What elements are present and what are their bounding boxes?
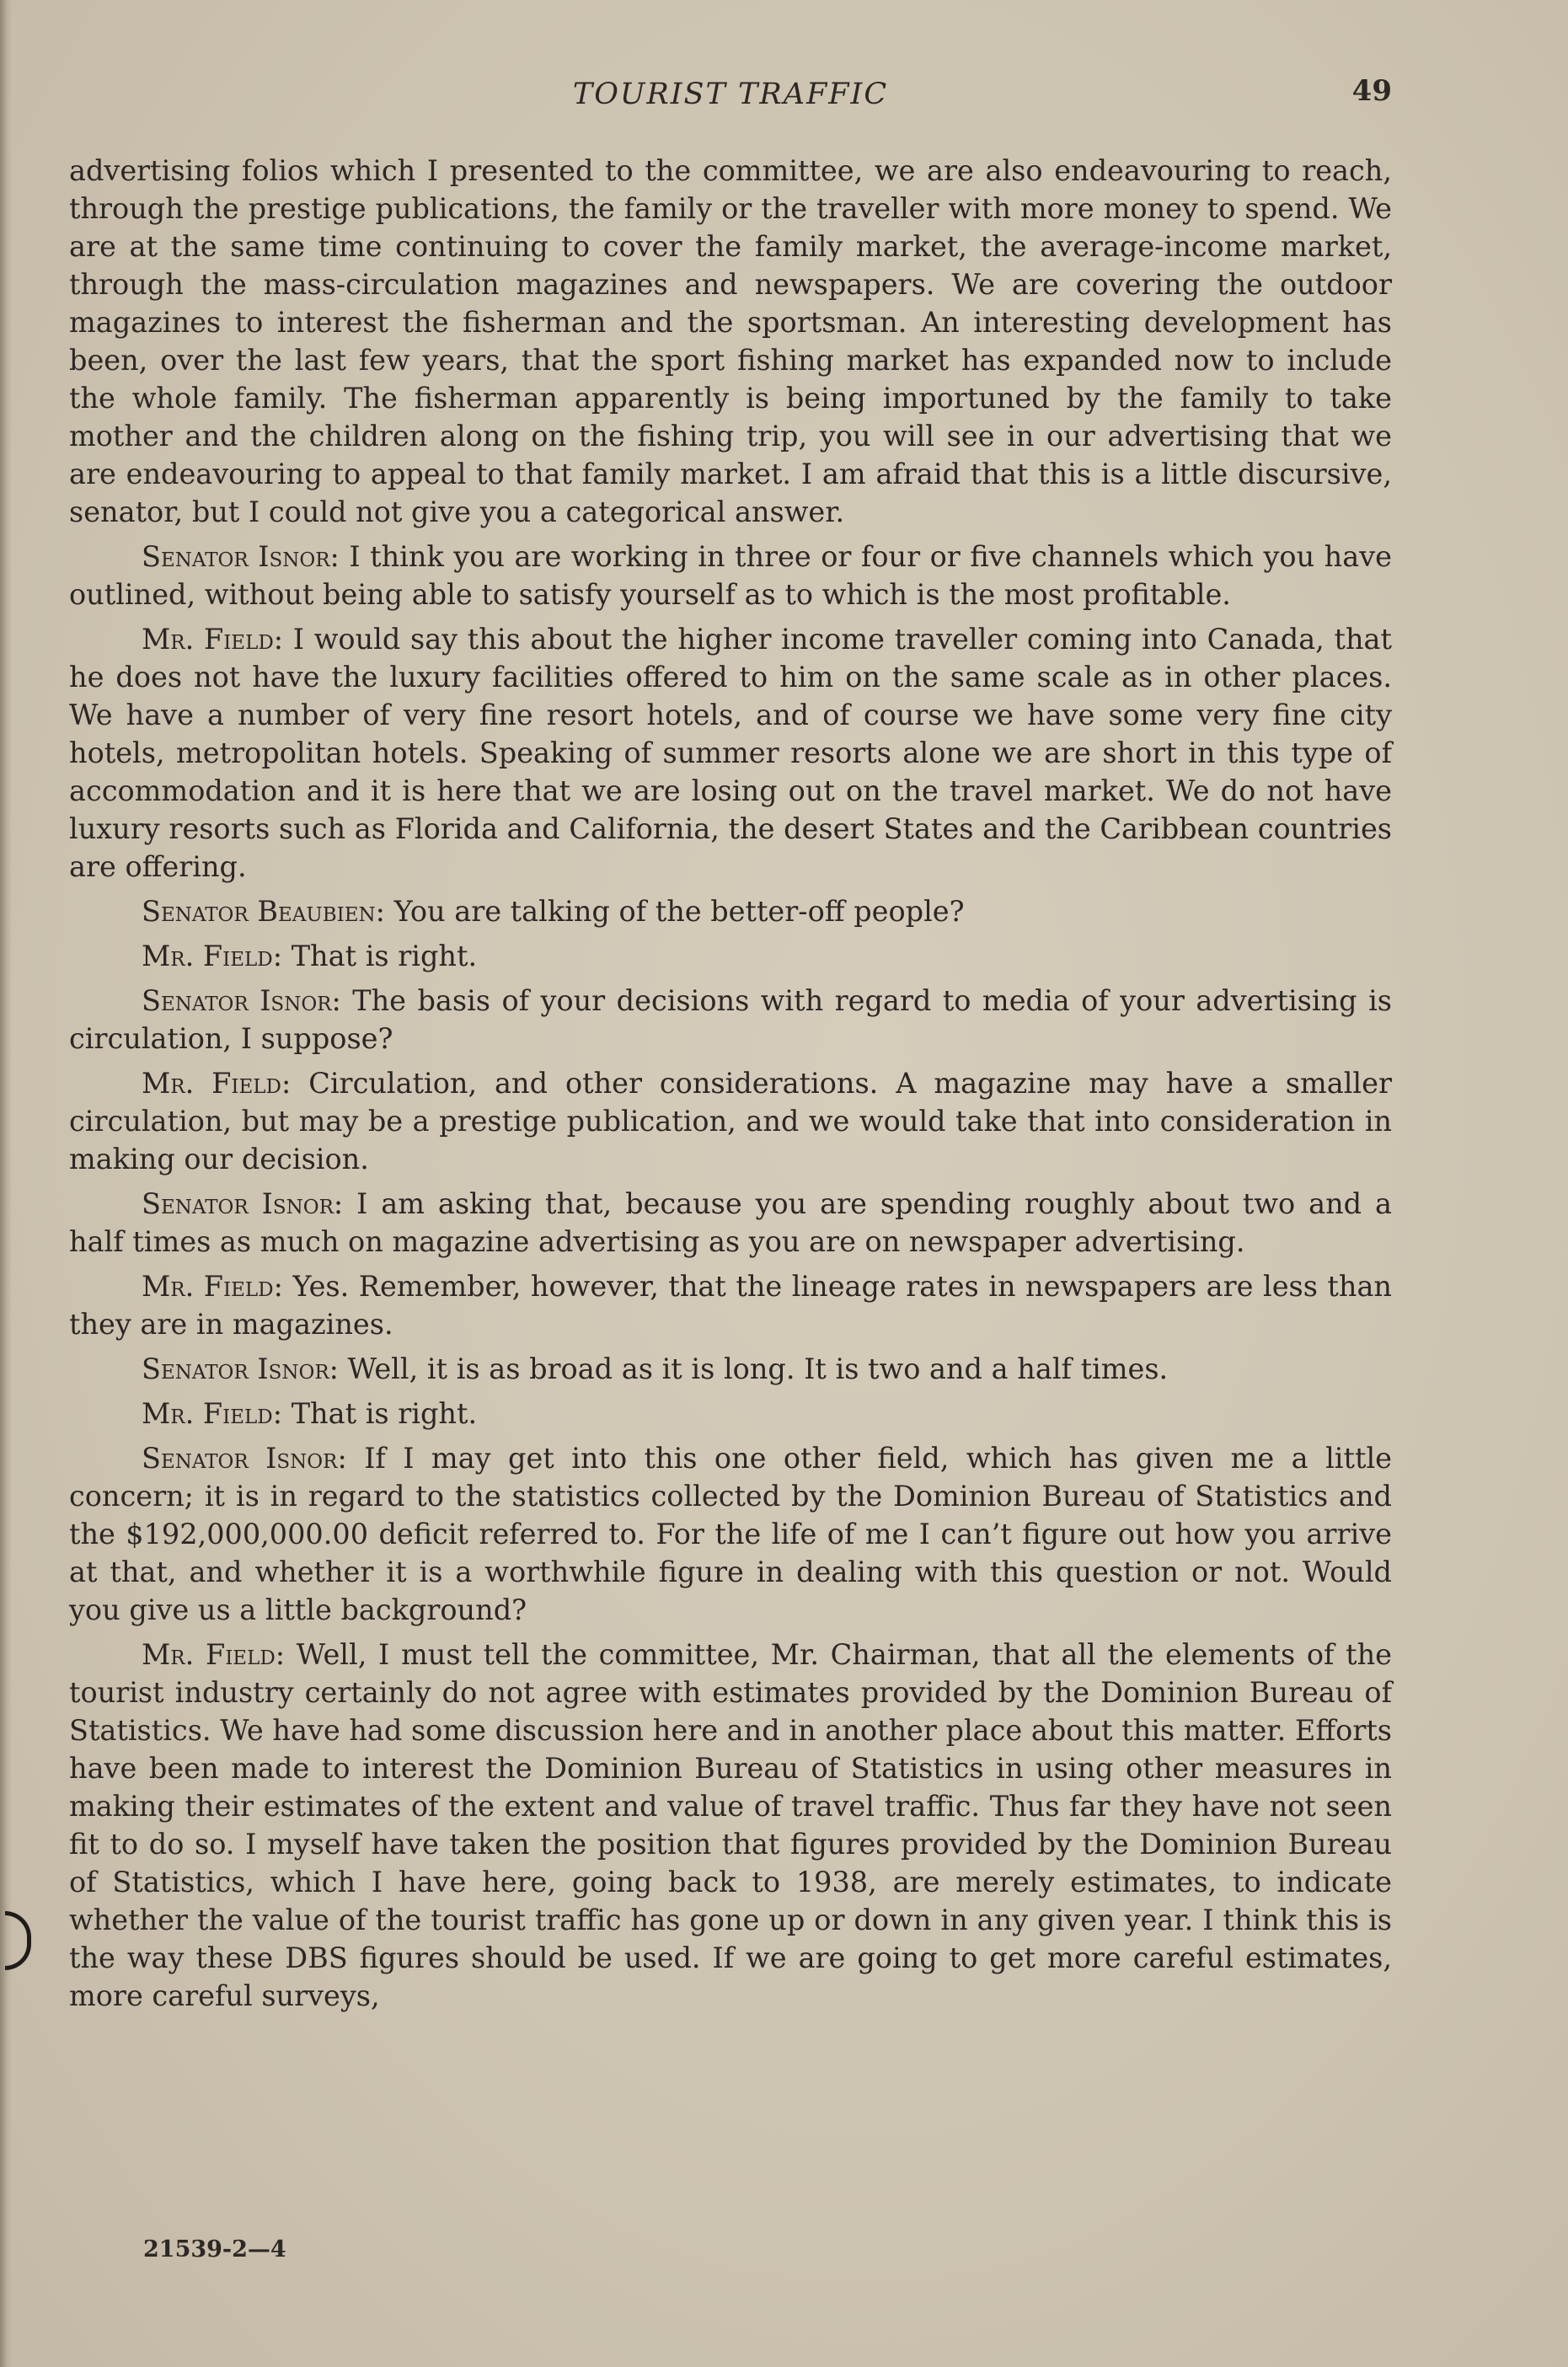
paragraph-text: That is right. [291, 1397, 478, 1430]
paragraph [69, 937, 1392, 975]
paragraph-text: The basis of your decisions with regard to media of your advertising is circulation, I suppose? [69, 984, 1392, 1055]
speaker-name: Mr. Field: [142, 1397, 283, 1430]
paragraph [69, 620, 1392, 886]
body-text [69, 152, 1392, 2022]
speaker-name: Senator Isnor: [142, 1187, 344, 1220]
page-number: 49 [1351, 74, 1392, 108]
paragraph [69, 1395, 1392, 1433]
paragraph [69, 1636, 1392, 2015]
paragraph-text: That is right. [291, 940, 478, 972]
paragraph-text: advertising folios which I presented to the committee, we are also endeavouring to reach, through the prestige publications, the family or the traveller with more money to spend. We are at the same time continuing to cover the family market, the average-income market, through the mass-circulation magazines and newspapers. We are covering the outdoor magazines to interest the fisherman and the sportsman. An interesting development has been, over the last few years, that the sport fishing market has expanded now to include the whole family. The fisherman apparently is being importuned by the family to take mother and the children along on the fishing trip, you will see in our advertising that we are endeavouring to appeal to that family market. I am afraid that this is a little discursive, senator, but I could not give you a categorical answer. [69, 154, 1392, 528]
binder-clip-mark [5, 1911, 31, 1970]
paragraph-text: If I may get into this one other field, which has given me a little concern; it is in regard to the statistics collected by the Dominion Bureau of Statistics and the $192,000,000.00 deficit referred to. For the life of me I can’t figure out how you arrive at that, and whether it is a worthwhile figure in dealing with this question or not. Would you give us a little background? [69, 1442, 1392, 1626]
speaker-name: Mr. Field: [142, 940, 283, 972]
speaker-name: Mr. Field: [142, 1067, 292, 1100]
binding-shadow [0, 0, 12, 2367]
paragraph [69, 1064, 1392, 1178]
speaker-name: Senator Isnor: [142, 540, 340, 573]
paragraph-text: Circulation, and other considerations. A magazine may have a smaller circulation, but may be a prestige publication, and we would take that into consideration in making our decision. [69, 1067, 1392, 1175]
speaker-name: Senator Beaubien: [142, 895, 385, 928]
paragraph [69, 892, 1392, 930]
speaker-name: Mr. Field: [142, 1270, 283, 1303]
paragraph [69, 1185, 1392, 1261]
speaker-name: Senator Isnor: [142, 1352, 339, 1385]
running-title: TOURIST TRAFFIC [572, 78, 889, 111]
paragraph-text: Well, I must tell the committee, Mr. Chairman, that all the elements of the tourist industry certainly do not agree with estimates provided by the Dominion Bureau of Statistics. We have had some discussion here and in another place about this matter. Efforts have been made to interest the Dominion Bureau of Statistics in using other measures in making their estimates of the extent and value of travel traffic. Thus far they have not seen fit to do so. I myself have taken the position that figures provided by the Dominion Bureau of Statistics, which I have here, going back to 1938, are merely estimates, to indicate whether the value of the tourist traffic has gone up or down in any given year. I think this is the way these DBS figures should be used. If we are going to get more careful estimates, more careful surveys, [69, 1638, 1392, 2012]
paragraph [69, 1267, 1392, 1343]
paragraph [69, 982, 1392, 1058]
paragraph-text: Yes. Remember, however, that the lineage rates in newspapers are less than they are in magazines. [69, 1270, 1392, 1341]
paragraph-text: Well, it is as broad as it is long. It is two and a half times. [347, 1352, 1169, 1385]
paragraph [69, 538, 1392, 613]
page-header [69, 74, 1392, 125]
paragraph-text: You are talking of the better-off people? [393, 895, 965, 928]
printer-signature: 21539-2—4 [143, 2236, 286, 2263]
paragraph-text: I would say this about the higher income traveller coming into Canada, that he does not have the luxury facilities offered to him on the same scale as in other places. We have a number of very fine resort hotels, and of course we have some very fine city hotels, metropolitan hotels. Speaking of summer resorts alone we are short in this type of accommodation and it is here that we are losing out on the travel market. We do not have luxury resorts such as Florida and California, the desert States and the Caribbean countries are offering. [69, 623, 1392, 883]
paragraph [69, 1350, 1392, 1388]
speaker-name: Mr. Field: [142, 1638, 286, 1671]
paragraph [69, 1439, 1392, 1629]
speaker-name: Senator Isnor: [142, 984, 341, 1017]
speaker-name: Mr. Field: [142, 623, 284, 656]
paragraph-text: I think you are working in three or four or five channels which you have outlined, without being able to satisfy yourself as to which is the most profitable. [69, 540, 1392, 611]
paragraph [69, 152, 1392, 531]
paragraph-text: I am asking that, because you are spending roughly about two and a half times as much on magazine advertising as you are on newspaper advertising. [69, 1187, 1392, 1258]
speaker-name: Senator Isnor: [142, 1442, 347, 1475]
